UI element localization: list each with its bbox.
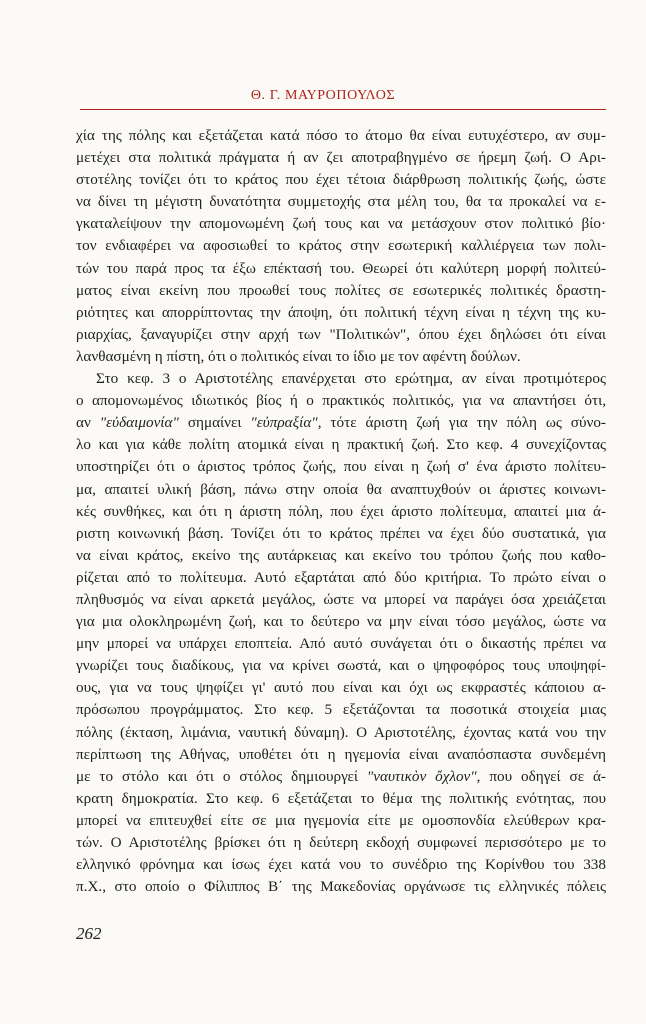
text-run: , που οδηγεί σε ά- xyxy=(476,767,606,785)
text-line: πληθυσμός να είναι αρκετά μεγάλος, ώστε να μπορεί να παράγει όσα χρειάζεται xyxy=(76,590,606,608)
greek-term-eudaimonia: "εὐδαιμονία" xyxy=(99,414,179,432)
text-line: γκαταλείψουν την απομονωμένη ζωή τους και να μετάσχουν στον πολιτικό βίο· xyxy=(76,215,606,233)
text-line: κρατη δημοκρατία. Στο κεφ. 6 εξετάζεται το θέμα της πολιτικής ενότητας, που xyxy=(76,789,606,807)
running-head: Θ. Γ. ΜΑΥΡΟΠΟΥΛΟΣ xyxy=(250,88,396,103)
text-line: μην μπορεί να υπάρχει εποπτεία. Από αυτό συνάγεται ότι ο δικαστής πρέπει να xyxy=(76,635,606,653)
text-line: ρίζεται από το πολίτευμα. Αυτό εξαρτάται από δύο κριτήρια. Το πρώτο είναι ο xyxy=(76,568,606,586)
text-line: κές συνθήκες, και ότι η άριστη πόλη, που έχει άριστο πολίτευμα, απαιτεί μια ά- xyxy=(76,502,606,520)
text-line: μετέχει στα πολιτικά πράγματα ή αν ζει αποτραβηγμένο σε ήρεμη ζωή. Ο Αρι- xyxy=(76,149,606,167)
text-line: να είναι κράτος, εκείνο της αυτάρκειας και εκείνο του τρόπου ζωής που καθο- xyxy=(76,546,606,564)
text-line: ριότητες και απορρίπτοντας την άποψη, ότι πολιτική τέχνη είναι η τέχνη της κυ- xyxy=(76,303,606,321)
text-line: γνωρίζει τους διαδίκους, για να κρίνει σωστά, και ο ψηφοφόρος τους υποψηφί- xyxy=(76,657,606,675)
page-number: 262 xyxy=(76,924,102,943)
text-line: υποστηρίζει ότι ο άριστος τρόπος ζωής, που είναι η ζωή σ' ένα άριστο πολίτευ- xyxy=(76,458,606,476)
text-line: λο και για κάθε πολίτη ατομικά είναι η πρακτική ζωή. Στο κεφ. 4 συνεχίζοντας xyxy=(76,436,606,454)
text-line: τών. Ο Αριστοτέλης βρίσκει ότι η δεύτερη εκδοχή συμφωνεί περισσότερο με το xyxy=(76,834,606,851)
text-line xyxy=(76,766,606,788)
text-line: να δίνει τη μέγιστη δυνατότητα συμμετοχής στα μέλη του, θα τα προκαλεί να ε- xyxy=(76,193,606,211)
text-line: π.Χ., στο οποίο ο Φίλιππος Β΄ της Μακεδονίας οργάνωσε τις ελληνικές πόλεις xyxy=(76,878,606,896)
text-line: ους, για να τους ψηφίζει γι' αυτό που είναι και όχι ως εκφραστές κάποιου α- xyxy=(76,679,606,697)
text-line: πρόσωπου προγράμματος. Στο κεφ. 5 εξετάζονται τα ποσοτικά στοιχεία μιας xyxy=(76,701,606,719)
text-line: περίπτωση της Αθήνας, υποθέτει ότι η ηγεμονία είναι αναπόσπαστα συνδεμένη xyxy=(76,745,606,763)
text-line: στοτέλης τονίζει ότι το κράτος που έχει τέτοια διάρθρωση πολιτικής ζωής, ώστε xyxy=(76,171,606,189)
text-line: ριστη κοινωνική βάση. Τονίζει ότι το κράτος πρέπει να έχει δύο συστατικά, για xyxy=(76,524,606,542)
text-run: , τότε άριστη ζωή για την πόλη ως σύνο- xyxy=(317,414,606,432)
text-line: ο απομονωμένος ιδιωτικός βίος ή ο πρακτικός πολιτικός, για να απαντήσει ότι, xyxy=(76,392,606,410)
header-rule xyxy=(80,109,606,110)
body-text xyxy=(76,125,606,898)
text-line: λανθασμένη η πίστη, ότι ο πολιτικός είναι το ίδιο με τον αφέντη δούλων. xyxy=(76,347,521,365)
paragraph-1 xyxy=(76,125,606,368)
greek-term-eupraxia: "εὐπραξία" xyxy=(250,414,318,432)
text-run: αν xyxy=(76,414,100,432)
text-line: ριαρχίας, ξαναγυρίζει στην αρχή των "Πολιτικών", όπου έχει δηλώσει ότι είναι xyxy=(76,325,606,343)
text-run: σημαίνει xyxy=(178,414,251,432)
text-line: ελληνικό φρόνημα και ίσως έχει κατά νου το συνέδριο της Κορίνθου του 338 xyxy=(76,856,606,874)
text-line: μπορεί να επιτευχθεί είτε σε μια ηγεμονία είτε με ομοσπονδία ελεύθερων κρα- xyxy=(76,811,606,829)
text-line: ματος είναι εκείνη που προωθεί τους πολίτες σε εσωτερικές πολιτικές δραστη- xyxy=(76,281,606,299)
text-line: τών του παρά προς τα έξω επέκτασή του. Θεωρεί ότι καλύτερη μορφή πολιτεύ- xyxy=(76,259,606,277)
text-run: με το στόλο και ότι ο στόλος δημιουργεί xyxy=(76,767,367,785)
text-line xyxy=(76,412,606,434)
text-line: τον ενδιαφέρει να αφοσιωθεί το κράτος στην εσωτερική καλλιέργεια των πολι- xyxy=(76,237,606,255)
text-line: μα, απαιτεί υλική βάση, πάνω στην οποία θα αναπτυχθούν οι άριστες κοινωνι- xyxy=(76,480,606,498)
greek-term-nautikos-ochlos: "ναυτικὸν ὄχλον" xyxy=(366,767,477,785)
text-line: για μια ολοκληρωμένη ζωή, και το δεύτερο να μην είναι τόσο μεγάλος, ώστε να xyxy=(76,613,606,631)
text-line: Στο κεφ. 3 ο Αριστοτέλης επανέρχεται στο ερώτημα, αν είναι προτιμότερος xyxy=(96,370,606,388)
text-line: πόλης (έκταση, λιμάνια, ναυτική δύναμη). Ο Αριστοτέλης, έχοντας κατά νου την xyxy=(76,723,606,741)
paragraph-2 xyxy=(76,368,606,898)
text-line: χία της πόλης και εξετάζεται κατά πόσο το άτομο θα είναι ευτυχέστερο, αν συμ- xyxy=(76,127,606,144)
